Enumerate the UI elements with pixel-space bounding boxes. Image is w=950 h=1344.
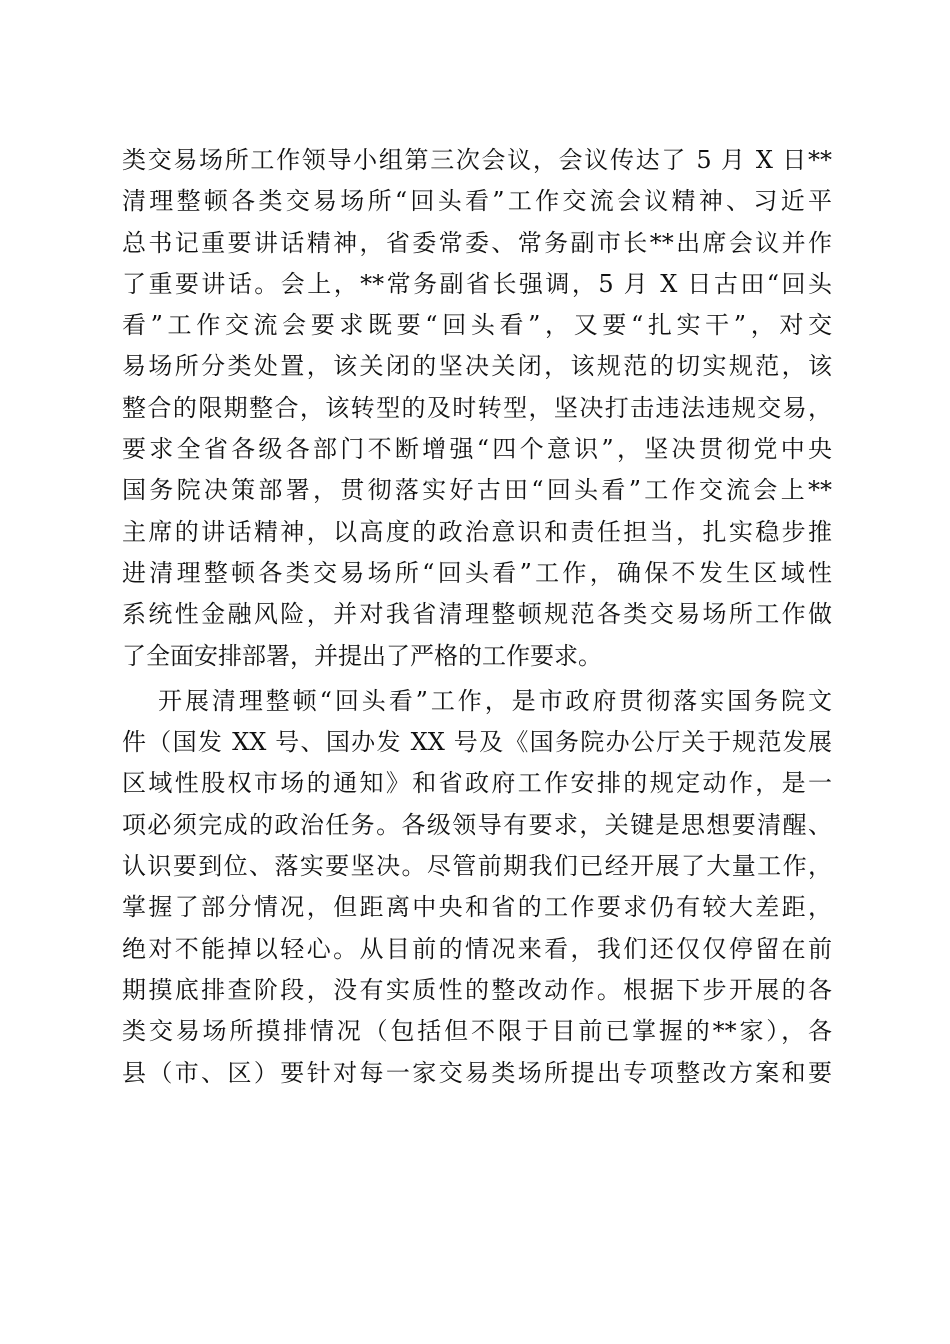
- text-line: 系统性金融风险，并对我省清理整顿规范各类交易场所工作做: [122, 600, 832, 629]
- text-line: 要求全省各级各部门不断增强“四个意识”，坚决贯彻党中央: [122, 435, 832, 464]
- text-line: 整合的限期整合，该转型的及时转型，坚决打击违法违规交易，: [122, 393, 832, 422]
- text-line: 国务院决策部署，贯彻落实好古田“回头看”工作交流会上**: [122, 476, 832, 505]
- text-line: 件（国发 XX 号、国办发 XX 号及《国务院办公厅关于规范发展: [122, 728, 832, 757]
- paragraph-1: [122, 140, 832, 677]
- text-line: 了全面安排部署，并提出了严格的工作要求。: [122, 641, 602, 670]
- text-line: 认识要到位、落实要坚决。尽管前期我们已经开展了大量工作，: [122, 852, 832, 881]
- text-line: 区域性股权市场的通知》和省政府工作安排的规定动作，是一: [122, 769, 832, 798]
- text-line: 易场所分类处置，该关闭的坚决关闭，该规范的切实规范，该: [122, 352, 832, 381]
- text-line: 绝对不能掉以轻心。从目前的情况来看，我们还仅仅停留在前: [122, 934, 832, 963]
- text-line: 期摸底排查阶段，没有实质性的整改动作。根据下步开展的各: [122, 975, 832, 1004]
- text-line: 开展清理整顿“回头看”工作，是市政府贯彻落实国务院文: [158, 686, 832, 715]
- text-line: 清理整顿各类交易场所“回头看”工作交流会议精神、习近平: [122, 187, 832, 216]
- text-line: 项必须完成的政治任务。各级领导有要求，关键是思想要清醒、: [122, 810, 832, 839]
- text-line: 进清理整顿各类交易场所“回头看”工作，确保不发生区域性: [122, 558, 832, 587]
- paragraph-2: [122, 681, 832, 1094]
- text-line: 类交易场所摸排情况（包括但不限于目前已掌握的**家），各: [122, 1017, 832, 1046]
- text-line: 看”工作交流会要求既要“回头看”，又要“扎实干”，对交: [122, 311, 832, 340]
- text-line: 总书记重要讲话精神，省委常委、常务副市长**出席会议并作: [122, 228, 832, 257]
- text-line: 了重要讲话。会上，**常务副省长强调，5 月 X 日古田“回头: [122, 269, 832, 298]
- text-line: 县（市、区）要针对每一家交易类场所提出专项整改方案和要: [122, 1058, 832, 1087]
- text-line: 主席的讲话精神，以高度的政治意识和责任担当，扎实稳步推: [122, 517, 832, 546]
- text-line: 掌握了部分情况，但距离中央和省的工作要求仍有较大差距，: [122, 893, 832, 922]
- body-text: [122, 140, 832, 1094]
- text-line: 类交易场所工作领导小组第三次会议，会议传达了 5 月 X 日**: [122, 146, 832, 174]
